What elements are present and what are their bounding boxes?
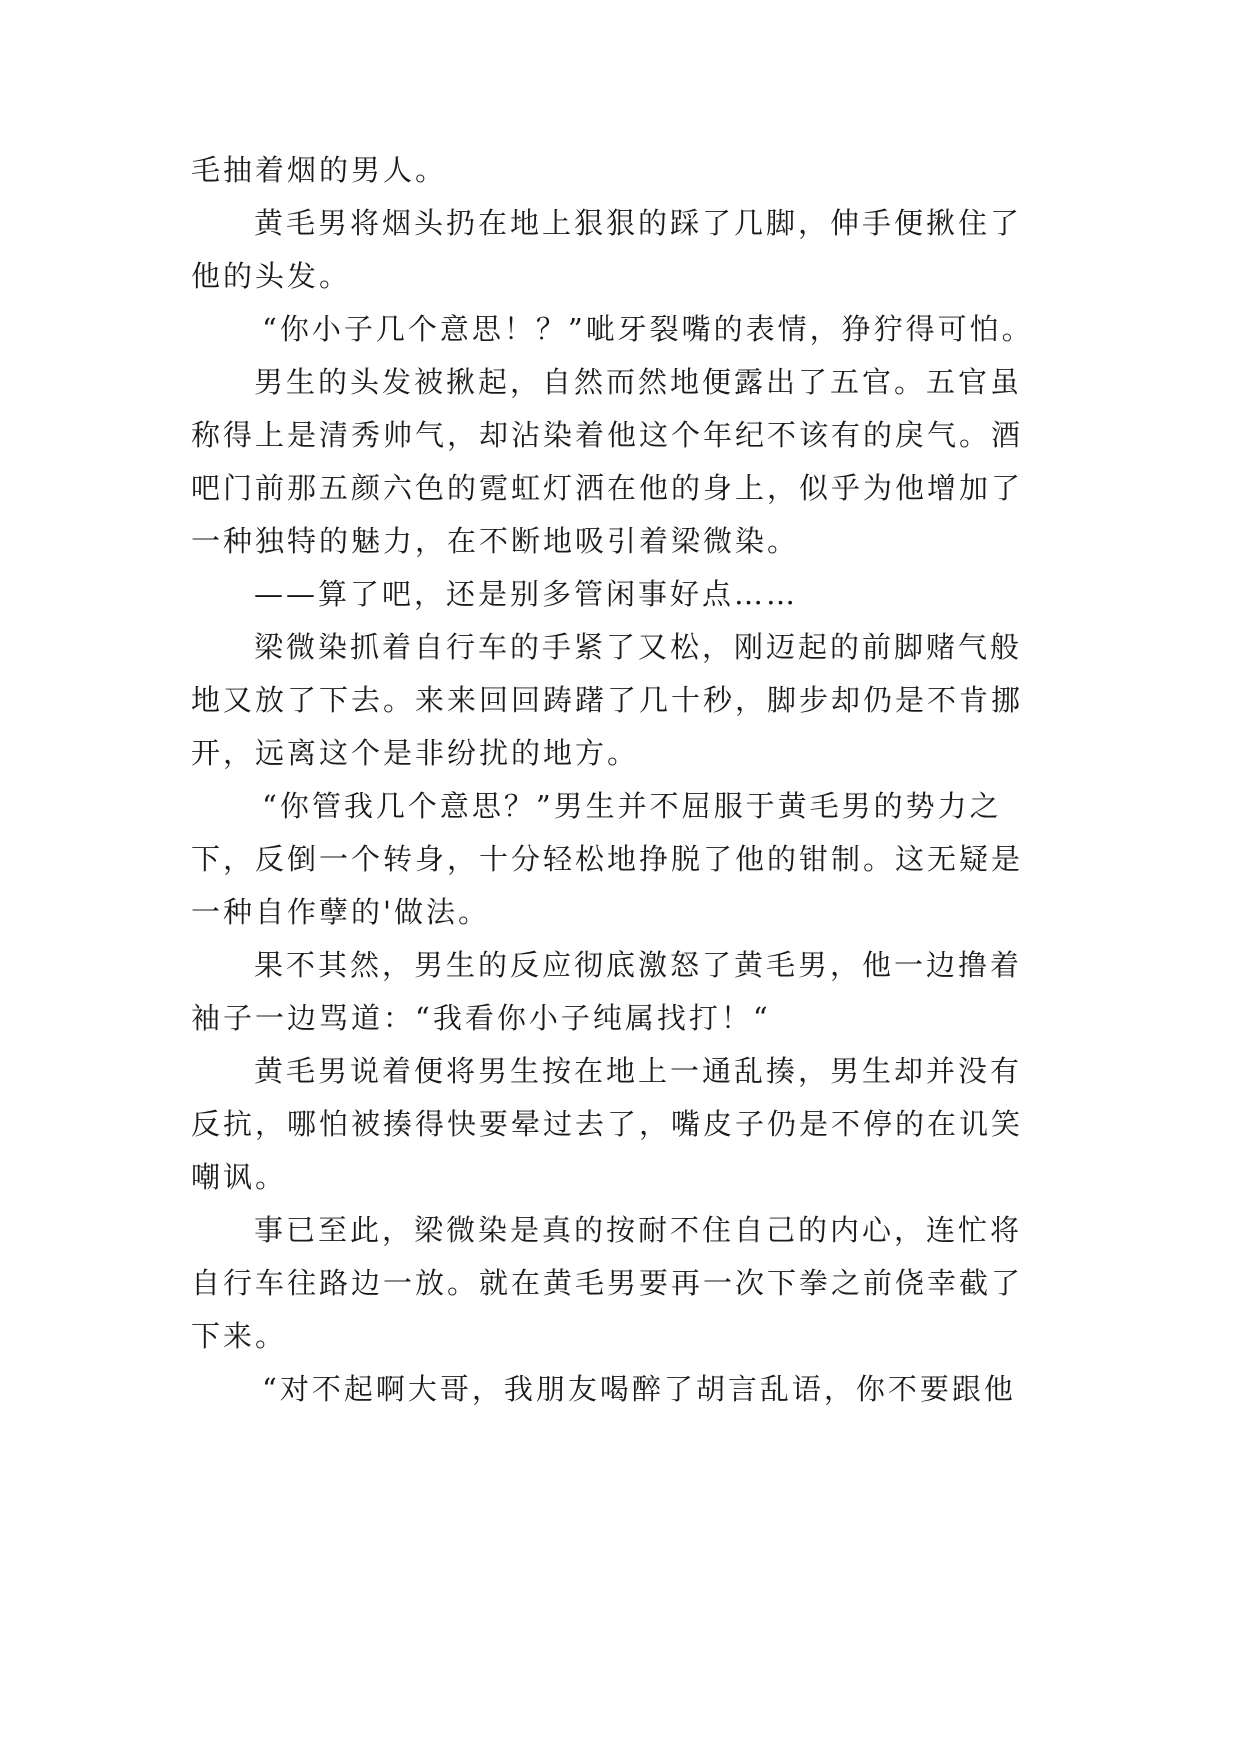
text-line: 下，反倒一个转身，十分轻松地挣脱了他的钳制。这无疑是 bbox=[191, 842, 1024, 876]
text-line: 一种自作孽的'做法。 bbox=[191, 895, 490, 929]
text-line: 吧门前那五颜六色的霓虹灯洒在他的身上，似乎为他增加了 bbox=[191, 471, 1024, 505]
text-line: 黄毛男说着便将男生按在地上一通乱揍，男生却并没有 bbox=[254, 1054, 1023, 1088]
text-line: “你管我几个意思？”男生并不屈服于黄毛男的势力之 bbox=[262, 789, 1002, 823]
text-line: 果不其然，男生的反应彻底激怒了黄毛男，他一边撸着 bbox=[254, 948, 1023, 982]
text-line: 黄毛男将烟头扔在地上狠狠的踩了几脚，伸手便揪住了 bbox=[254, 206, 1023, 240]
text-line: 地又放了下去。来来回回踌躇了几十秒，脚步却仍是不肯挪 bbox=[191, 683, 1024, 717]
text-line: “对不起啊大哥，我朋友喝醉了胡言乱语，你不要跟他 bbox=[262, 1372, 1016, 1406]
text-line: 自行车往路边一放。就在黄毛男要再一次下拳之前侥幸截了 bbox=[191, 1266, 1024, 1300]
text-line: “你小子几个意思！？”呲牙裂嘴的表情，狰狞得可怕。 bbox=[262, 312, 1034, 346]
text-line: 事已至此，梁微染是真的按耐不住自己的内心，连忙将 bbox=[254, 1213, 1023, 1247]
text-line: 嘲讽。 bbox=[191, 1160, 288, 1194]
text-line: 袖子一边骂道：“我看你小子纯属找打！“ bbox=[191, 1001, 771, 1035]
text-line: 梁微染抓着自行车的手紧了又松，刚迈起的前脚赌气般 bbox=[254, 630, 1023, 664]
text-line: 一种独特的魅力，在不断地吸引着梁微染。 bbox=[191, 524, 800, 558]
text-line: 毛抽着烟的男人。 bbox=[191, 153, 448, 187]
text-line: 男生的头发被揪起，自然而然地便露出了五官。五官虽 bbox=[254, 365, 1023, 399]
text-line: 开，远离这个是非纷扰的地方。 bbox=[191, 736, 640, 770]
text-line: 他的头发。 bbox=[191, 259, 352, 293]
text-line: 下来。 bbox=[191, 1319, 288, 1353]
text-line: ——算了吧，还是别多管闲事好点…… bbox=[254, 577, 799, 611]
text-line: 反抗，哪怕被揍得快要晕过去了，嘴皮子仍是不停的在讥笑 bbox=[191, 1107, 1024, 1141]
text-line: 称得上是清秀帅气，却沾染着他这个年纪不该有的戾气。酒 bbox=[191, 418, 1024, 452]
